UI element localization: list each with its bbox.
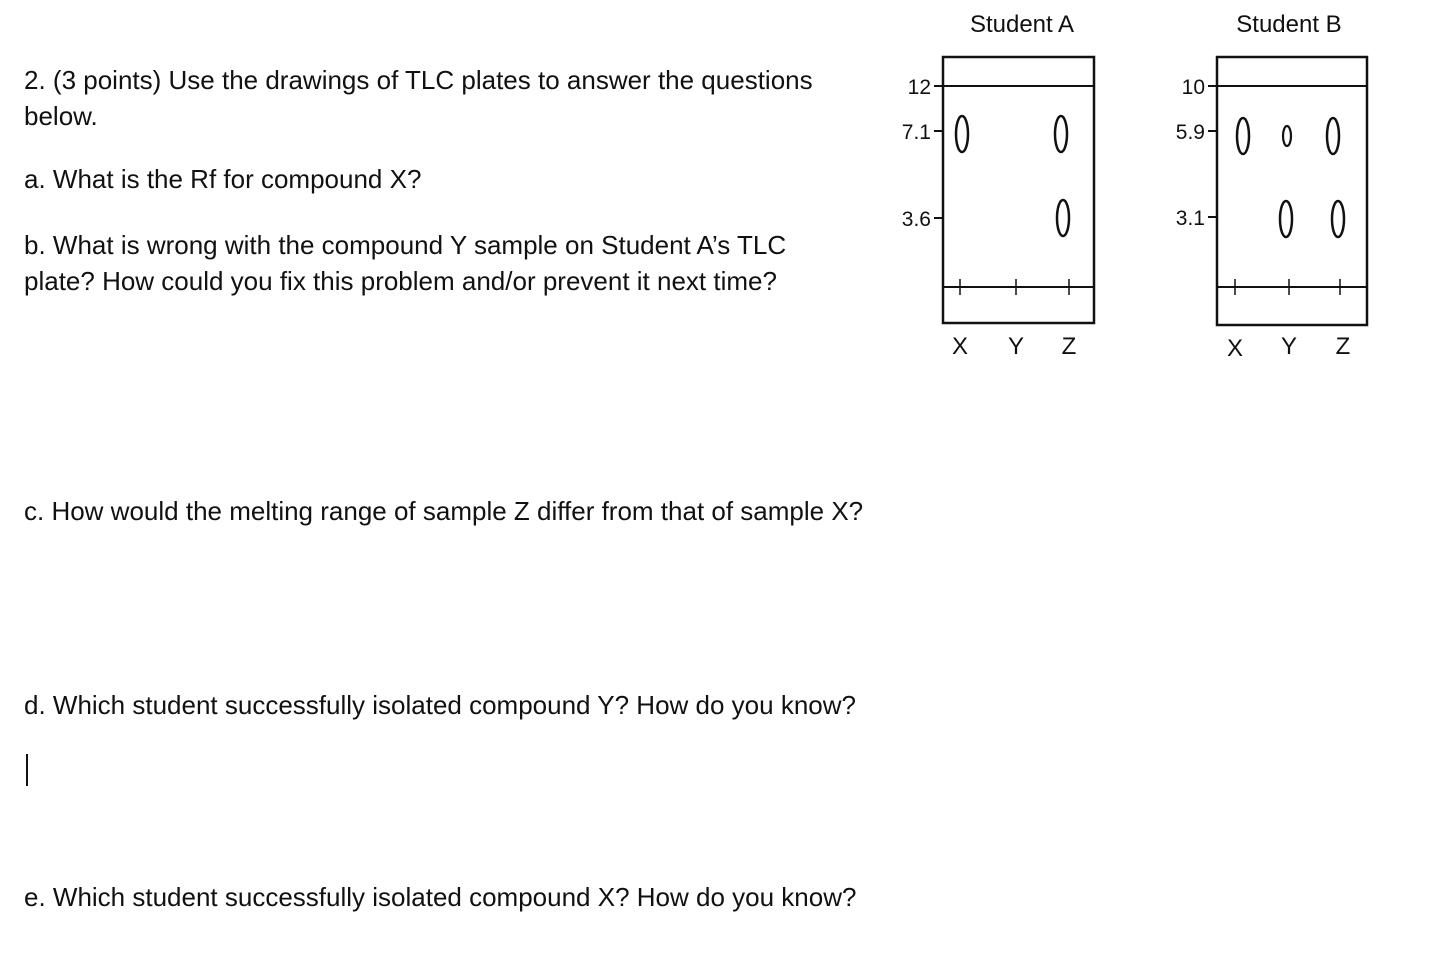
plate-a-front-label: 12 <box>907 76 931 99</box>
student-a-title: Student A <box>969 11 1075 38</box>
plate-b-spot-z-lower <box>1332 201 1344 237</box>
plate-a-tick-label-upper: 7.1 <box>901 121 931 144</box>
plate-b-front-label: 10 <box>1181 76 1205 99</box>
plate-b-spot-y-lower <box>1280 201 1292 237</box>
plate-b-lane-label-z: Z <box>1335 333 1351 360</box>
question-2-intro: 2. (3 points) Use the drawings of TLC plates to answer the questions below. <box>24 65 813 131</box>
plate-a-lane-label-x: X <box>951 333 969 360</box>
plate-a-lane-label-z: Z <box>1061 333 1077 360</box>
tlc-plate-student-b <box>1176 11 1367 362</box>
plate-b-spot-z-upper <box>1327 118 1339 154</box>
plate-b-spot-y <box>1283 126 1291 146</box>
plate-a-spot-z-lower <box>1057 200 1069 236</box>
question-c: c. How would the melting range of sample Z differ from that of sample X? <box>24 496 864 526</box>
plate-b-spot-x <box>1237 118 1249 154</box>
question-b: b. What is wrong with the compound Y sample on Student A’s TLC plate? How could you fix this problem and/or prevent it next time? <box>24 230 787 296</box>
plate-a-tick-label-lower: 3.6 <box>901 208 931 231</box>
plate-b-lane-label-x: X <box>1226 335 1244 362</box>
question-d: d. Which student successfully isolated compound Y? How do you know? <box>24 690 856 720</box>
plate-b-lane-label-y: Y <box>1280 333 1298 360</box>
plate-a-spot-z-upper <box>1055 116 1067 152</box>
tlc-plate-student-a <box>902 11 1094 360</box>
plate-a-outline <box>943 57 1094 323</box>
plate-a-spot-x <box>956 116 968 152</box>
plate-b-tick-label-lower: 3.1 <box>1175 207 1205 230</box>
student-b-title: Student B <box>1236 11 1342 38</box>
plate-b-outline <box>1217 57 1367 325</box>
plate-a-lane-label-y: Y <box>1007 333 1025 360</box>
plate-b-tick-label-upper: 5.9 <box>1175 121 1205 144</box>
question-a: a. What is the Rf for compound X? <box>24 164 422 194</box>
question-e: e. Which student successfully isolated compound X? How do you know? <box>24 882 857 912</box>
